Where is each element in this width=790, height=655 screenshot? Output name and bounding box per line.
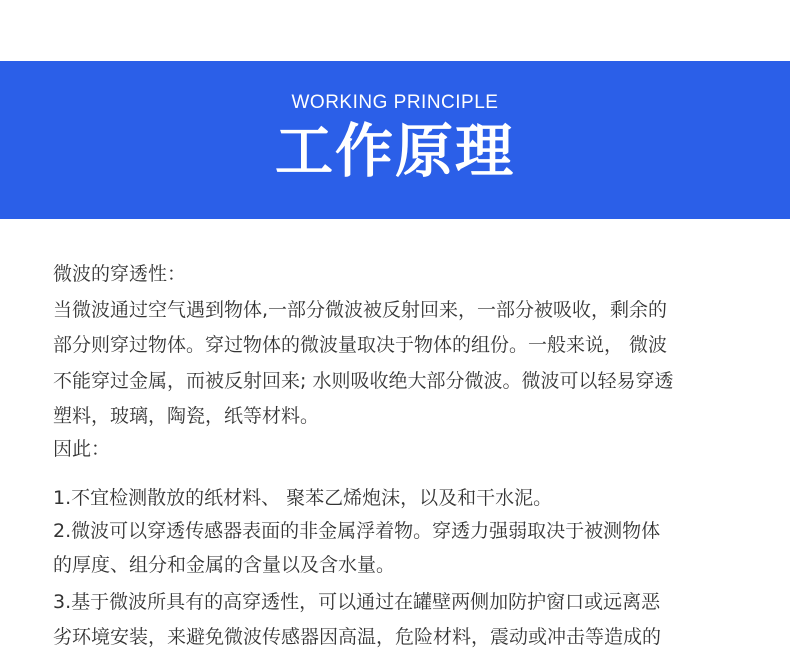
list-item: 2.微波可以穿透传感器表面的非金属浮着物。穿透力强弱取决于被测物体 bbox=[53, 520, 661, 542]
subtitle: WORKING PRINCIPLE bbox=[291, 92, 499, 113]
paragraph-line: 部分则穿过物体。穿过物体的微波量取决于物体的组份。一般来说， 微波 bbox=[53, 334, 668, 356]
paragraph-line: 当微波通过空气遇到物体,一部分微波被反射回来，一部分被吸收，剩余的 bbox=[53, 299, 668, 321]
page-title: 工作原理 bbox=[274, 117, 515, 185]
list-item-continuation: 劣环境安装，来避免微波传感器因高温，危险材料，震动或冲击等造成的 bbox=[53, 626, 662, 648]
list-item-continuation: 的厚度、组分和金属的含量以及含水量。 bbox=[53, 554, 396, 576]
therefore-label: 因此： bbox=[53, 438, 111, 460]
paragraph-line: 塑料，玻璃，陶瓷，纸等材料。 bbox=[53, 405, 320, 427]
section-heading: 微波的穿透性： bbox=[53, 263, 187, 285]
list-item: 3.基于微波所具有的高穿透性，可以通过在罐壁两侧加防护窗口或远离恶 bbox=[53, 591, 661, 613]
list-item: 1.不宜检测散放的纸材料、 聚苯乙烯炮沫，以及和干水泥。 bbox=[53, 487, 553, 509]
paragraph-line: 不能穿过金属，而被反射回来; 水则吸收绝大部分微波。微波可以轻易穿透 bbox=[53, 370, 674, 392]
